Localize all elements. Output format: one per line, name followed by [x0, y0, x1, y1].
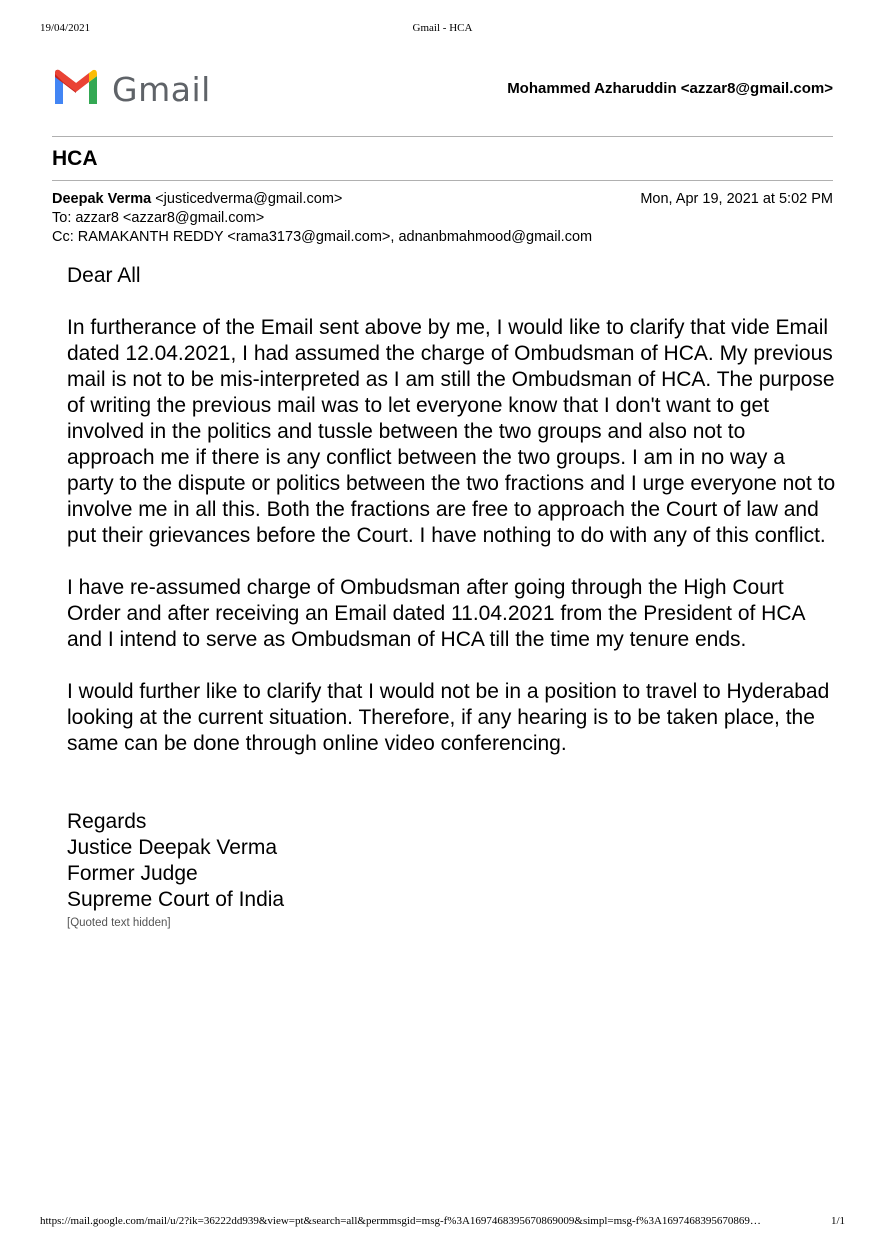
from-row: [52, 190, 833, 209]
print-footer: [40, 1215, 845, 1231]
gmail-logo[interactable]: [52, 68, 212, 108]
message-header: [52, 190, 833, 247]
email-subject: HCA: [52, 147, 98, 170]
signature-line: Regards: [67, 810, 147, 833]
sent-date: Mon, Apr 19, 2021 at 5:02 PM: [640, 191, 833, 207]
signature: [67, 809, 837, 913]
message-body: [67, 263, 837, 931]
greeting: Dear All: [67, 264, 141, 287]
sender-name: Deepak Verma: [52, 191, 152, 207]
page-number: 1/1: [830, 1215, 845, 1227]
body-paragraph: I would further like to clarify that I would not be in a position to travel to Hyderabad looking at the current situation. Therefore, if any hearing is to be taken place, the same can be done through online video conferencing.: [67, 680, 830, 755]
body-paragraph: In furtherance of the Email sent above by me, I would like to clarify that vide Email dated 12.04.2021, I had assumed the charge of Ombudsman of HCA. My previous mail is not to be mis-interpreted as I am still the Ombudsman of HCA. The purpose of writing the previous mail was to let everyone know that I don't want to get involved in the politics and tussle between the two groups and also not to approach me if there is any conflict between the two groups. I am in no way a party to the dispute or politics between the two fractions and I urge everyone not to involve me in all this. Both the fractions are free to approach the Court of law and put their grievances before the Court. I have nothing to do with any of this conflict.: [67, 316, 836, 547]
print-header: [40, 22, 845, 38]
divider: [52, 180, 833, 181]
sender-email[interactable]: <justicedverma@gmail.com>: [155, 191, 343, 207]
gmail-wordmark: Gmail: [112, 70, 211, 109]
gmail-m-icon: [52, 68, 100, 106]
signature-line: Justice Deepak Verma: [67, 836, 278, 859]
quoted-text-toggle[interactable]: [Quoted text hidden]: [67, 917, 171, 929]
account-label: Mohammed Azharuddin <azzar8@gmail.com>: [507, 80, 833, 97]
print-url: https://mail.google.com/mail/u/2?ik=36222dd939&view=pt&search=all&permmsgid=msg-f%3A1697468395670869009&simpl=msg-f%3A1697468395670869…: [40, 1215, 761, 1227]
divider: [52, 136, 833, 137]
signature-line: Former Judge: [67, 862, 198, 885]
to-row: To: azzar8 <azzar8@gmail.com>: [52, 210, 265, 226]
print-title: Gmail - HCA: [412, 22, 473, 34]
print-date: 19/04/2021: [40, 22, 91, 34]
cc-row: Cc: RAMAKANTH REDDY <rama3173@gmail.com>, adnanbmahmood@gmail.com: [52, 229, 593, 245]
signature-line: Supreme Court of India: [67, 888, 285, 911]
body-paragraph: I have re-assumed charge of Ombudsman after going through the High Court Order and after receiving an Email dated 11.04.2021 from the President of HCA and I intend to serve as Ombudsman of HCA till the time my tenure ends.: [67, 576, 805, 651]
